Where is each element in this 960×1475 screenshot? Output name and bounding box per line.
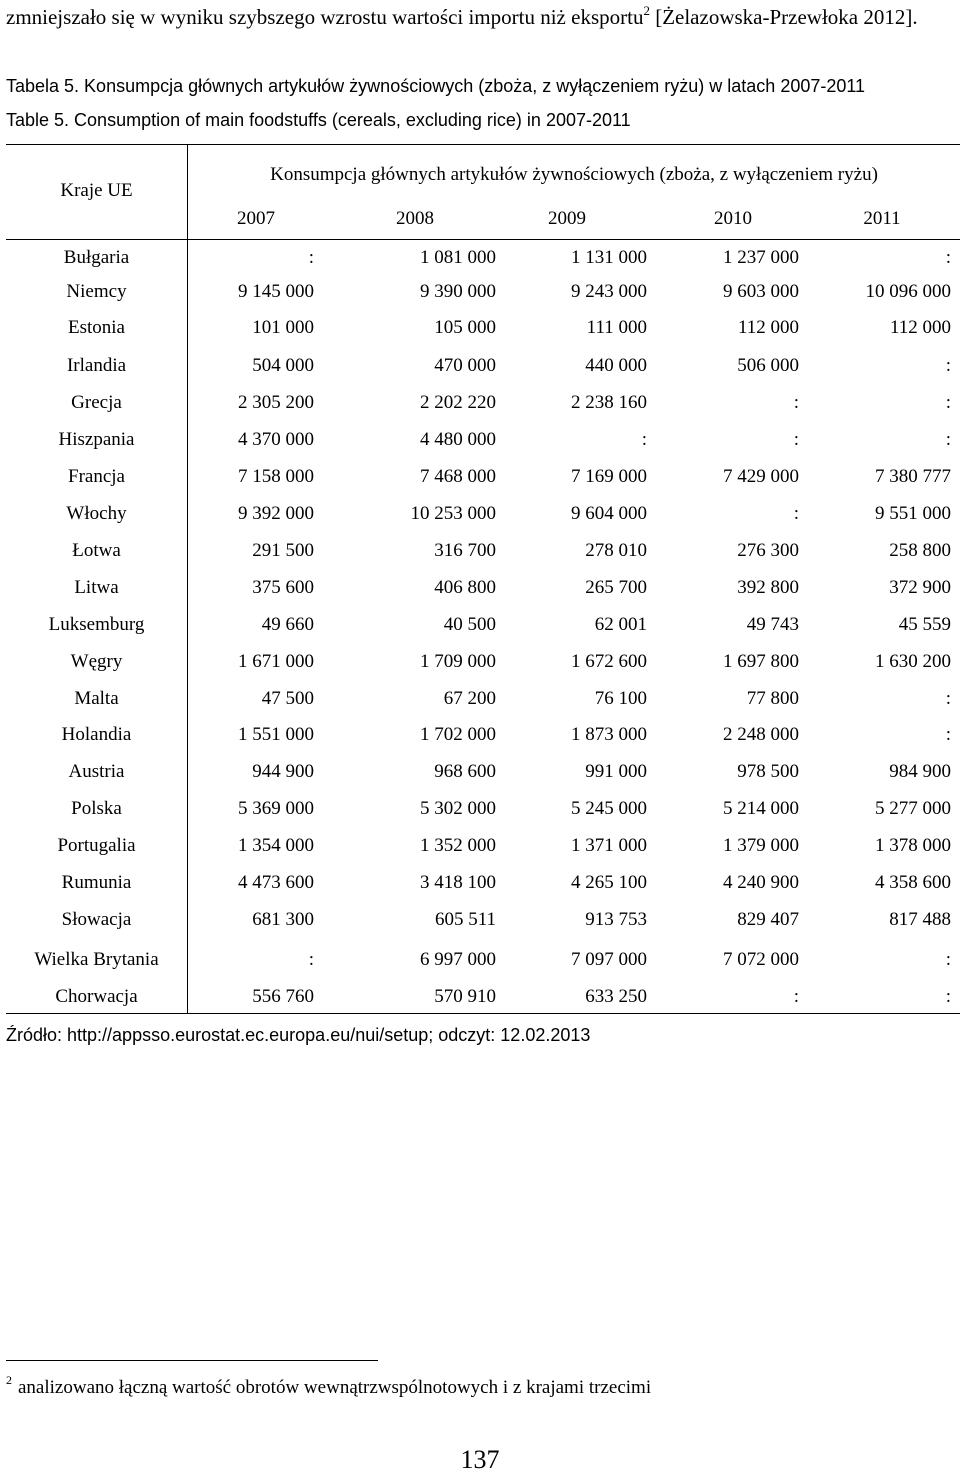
value-cell-2010: 1 697 800 bbox=[723, 651, 799, 672]
value-cell-2011: 984 900 bbox=[889, 761, 951, 782]
value-cell-2011: 112 000 bbox=[889, 317, 951, 338]
value-cell-2008: 570 910 bbox=[434, 986, 496, 1007]
value-cell-2007: 101 000 bbox=[252, 317, 314, 338]
value-cell-2011: : bbox=[945, 247, 951, 268]
value-cell-2009: : bbox=[641, 429, 647, 450]
value-cell-2009: 913 753 bbox=[585, 909, 647, 930]
value-cell-2007: 4 370 000 bbox=[238, 429, 314, 450]
value-cell-2007: 1 551 000 bbox=[238, 724, 314, 745]
value-cell-2008: 316 700 bbox=[434, 540, 496, 561]
country-name: Niemcy bbox=[66, 281, 127, 302]
value-cell-2007: : bbox=[308, 949, 314, 970]
table-row bbox=[6, 724, 960, 754]
year-header-2009: 2009 bbox=[548, 208, 586, 229]
value-cell-2007: 1 354 000 bbox=[238, 835, 314, 856]
intro-text: zmniejszało się w wyniku szybszego wzrostu wartości importu niż eksportu bbox=[6, 5, 644, 29]
intro-paragraph bbox=[6, 0, 956, 34]
table-row bbox=[6, 761, 960, 791]
country-name: Węgry bbox=[70, 651, 123, 672]
value-cell-2011: 372 900 bbox=[889, 577, 951, 598]
value-cell-2009: 265 700 bbox=[585, 577, 647, 598]
year-header-2011: 2011 bbox=[863, 208, 901, 229]
value-cell-2011: 817 488 bbox=[889, 909, 951, 930]
country-name: Estonia bbox=[68, 317, 125, 338]
value-cell-2010: 7 429 000 bbox=[723, 466, 799, 487]
year-header-2008: 2008 bbox=[396, 208, 434, 229]
country-name: Hiszpania bbox=[58, 429, 135, 450]
value-cell-2011: 9 551 000 bbox=[875, 503, 951, 524]
table-row bbox=[6, 281, 960, 311]
value-cell-2009: 5 245 000 bbox=[571, 798, 647, 819]
value-cell-2008: 605 511 bbox=[434, 909, 496, 930]
country-name: Łotwa bbox=[72, 540, 121, 561]
table-row bbox=[6, 909, 960, 939]
value-cell-2008: 6 997 000 bbox=[420, 949, 496, 970]
value-cell-2008: 1 352 000 bbox=[420, 835, 496, 856]
value-cell-2010: 5 214 000 bbox=[723, 798, 799, 819]
table-row bbox=[6, 798, 960, 828]
country-name: Włochy bbox=[66, 503, 127, 524]
value-cell-2011: 258 800 bbox=[889, 540, 951, 561]
value-cell-2010: 2 248 000 bbox=[723, 724, 799, 745]
value-cell-2011: : bbox=[945, 688, 951, 709]
value-cell-2010: 506 000 bbox=[737, 355, 799, 376]
value-cell-2008: 406 800 bbox=[434, 577, 496, 598]
country-column-header: Kraje UE bbox=[60, 180, 133, 201]
table-row bbox=[6, 949, 960, 979]
value-cell-2011: : bbox=[945, 355, 951, 376]
value-cell-2008: 3 418 100 bbox=[420, 872, 496, 893]
intro-citation: [Żelazowska-Przewłoka 2012]. bbox=[649, 5, 918, 29]
value-cell-2008: 67 200 bbox=[443, 688, 496, 709]
table-row bbox=[6, 247, 960, 277]
value-cell-2008: 105 000 bbox=[434, 317, 496, 338]
year-header-2007: 2007 bbox=[237, 208, 275, 229]
value-cell-2011: : bbox=[945, 986, 951, 1007]
country-name: Irlandia bbox=[66, 355, 127, 376]
value-cell-2007: 291 500 bbox=[252, 540, 314, 561]
value-cell-2011: 10 096 000 bbox=[865, 281, 951, 302]
value-cell-2011: 5 277 000 bbox=[875, 798, 951, 819]
value-cell-2008: 40 500 bbox=[443, 614, 496, 635]
value-cell-2008: 1 081 000 bbox=[420, 247, 496, 268]
value-cell-2011: 4 358 600 bbox=[875, 872, 951, 893]
value-cell-2010: 49 743 bbox=[746, 614, 799, 635]
value-cell-2008: 2 202 220 bbox=[420, 392, 496, 413]
value-cell-2011: 7 380 777 bbox=[875, 466, 951, 487]
table-row bbox=[6, 466, 960, 496]
country-name: Bułgaria bbox=[63, 247, 130, 268]
value-cell-2009: 7 097 000 bbox=[571, 949, 647, 970]
value-cell-2009: 9 243 000 bbox=[571, 281, 647, 302]
year-header-2010: 2010 bbox=[714, 208, 752, 229]
value-cell-2009: 1 131 000 bbox=[571, 247, 647, 268]
country-name: Grecja bbox=[71, 392, 122, 413]
value-cell-2007: 681 300 bbox=[252, 909, 314, 930]
country-name: Polska bbox=[71, 798, 122, 819]
value-cell-2010: 77 800 bbox=[746, 688, 799, 709]
value-cell-2010: 276 300 bbox=[737, 540, 799, 561]
footnote-marker: 2 bbox=[6, 1373, 12, 1387]
value-cell-2011: : bbox=[945, 429, 951, 450]
value-cell-2009: 76 100 bbox=[594, 688, 647, 709]
country-name: Chorwacja bbox=[55, 986, 138, 1007]
table-row bbox=[6, 577, 960, 607]
page-number: 137 bbox=[460, 1445, 500, 1474]
value-cell-2009: 633 250 bbox=[585, 986, 647, 1007]
footnote bbox=[6, 1373, 652, 1399]
table-row bbox=[6, 392, 960, 422]
value-cell-2008: 10 253 000 bbox=[410, 503, 496, 524]
value-cell-2009: 440 000 bbox=[585, 355, 647, 376]
table-row bbox=[6, 429, 960, 459]
value-cell-2007: 504 000 bbox=[252, 355, 314, 376]
value-cell-2007: 7 158 000 bbox=[238, 466, 314, 487]
value-cell-2009: 2 238 160 bbox=[571, 392, 647, 413]
value-cell-2007: 4 473 600 bbox=[238, 872, 314, 893]
footnote-ref: 2 bbox=[643, 3, 650, 18]
value-cell-2008: 1 709 000 bbox=[420, 651, 496, 672]
value-cell-2011: 1 378 000 bbox=[875, 835, 951, 856]
table-row bbox=[6, 540, 960, 570]
value-cell-2007: 5 369 000 bbox=[238, 798, 314, 819]
table-row bbox=[6, 872, 960, 902]
table-row bbox=[6, 317, 960, 347]
source-note: Źródło: http://appsso.eurostat.ec.europa.eu/nui/setup; odczyt: 12.02.2013 bbox=[6, 1025, 591, 1045]
country-name: Austria bbox=[68, 761, 125, 782]
table-row bbox=[6, 835, 960, 865]
country-name: Wielka Brytania bbox=[34, 949, 159, 970]
country-name: Holandia bbox=[61, 724, 132, 745]
table-row bbox=[6, 614, 960, 644]
value-cell-2010: 112 000 bbox=[737, 317, 799, 338]
country-name: Rumunia bbox=[61, 872, 132, 893]
value-cell-2010: 9 603 000 bbox=[723, 281, 799, 302]
table-top-rule bbox=[6, 144, 960, 145]
value-cell-2009: 991 000 bbox=[585, 761, 647, 782]
value-cell-2007: 375 600 bbox=[252, 577, 314, 598]
value-cell-2007: 944 900 bbox=[252, 761, 314, 782]
value-cell-2007: 9 145 000 bbox=[238, 281, 314, 302]
country-name: Słowacja bbox=[61, 909, 132, 930]
country-name: Litwa bbox=[74, 577, 119, 598]
country-name: Luksemburg bbox=[48, 614, 145, 635]
value-cell-2010: 1 379 000 bbox=[723, 835, 799, 856]
value-cell-2009: 4 265 100 bbox=[571, 872, 647, 893]
value-cell-2010: 392 800 bbox=[737, 577, 799, 598]
value-cell-2009: 62 001 bbox=[594, 614, 647, 635]
value-cell-2007: 1 671 000 bbox=[238, 651, 314, 672]
value-cell-2011: : bbox=[945, 949, 951, 970]
value-cell-2007: 556 760 bbox=[252, 986, 314, 1007]
value-cell-2010: 7 072 000 bbox=[723, 949, 799, 970]
value-cell-2007: 49 660 bbox=[261, 614, 314, 635]
value-cell-2009: 1 371 000 bbox=[571, 835, 647, 856]
value-cell-2007: : bbox=[308, 247, 314, 268]
value-cell-2009: 9 604 000 bbox=[571, 503, 647, 524]
value-cell-2010: : bbox=[793, 429, 799, 450]
value-cell-2010: 1 237 000 bbox=[723, 247, 799, 268]
value-cell-2007: 2 305 200 bbox=[238, 392, 314, 413]
value-cell-2008: 470 000 bbox=[434, 355, 496, 376]
footnote-rule bbox=[6, 1360, 378, 1361]
table-row bbox=[6, 355, 960, 385]
table-caption-en: Table 5. Consumption of main foodstuffs (cereals, excluding rice) in 2007-2011 bbox=[6, 110, 631, 130]
value-cell-2011: 45 559 bbox=[898, 614, 951, 635]
country-name: Francja bbox=[68, 466, 125, 487]
table-row bbox=[6, 651, 960, 681]
value-cell-2009: 111 000 bbox=[586, 317, 647, 338]
value-cell-2007: 9 392 000 bbox=[238, 503, 314, 524]
value-cell-2010: : bbox=[793, 392, 799, 413]
table-caption-pl: Tabela 5. Konsumpcja głównych artykułów żywnościowych (zboża, z wyłączeniem ryżu) w latach 2007-2011 bbox=[6, 76, 866, 96]
value-cell-2008: 968 600 bbox=[434, 761, 496, 782]
group-column-header: Konsumpcja głównych artykułów żywnościowych (zboża, z wyłączeniem ryżu) bbox=[270, 164, 878, 185]
country-name: Portugalia bbox=[57, 835, 136, 856]
value-cell-2008: 9 390 000 bbox=[420, 281, 496, 302]
value-cell-2009: 7 169 000 bbox=[571, 466, 647, 487]
value-cell-2008: 4 480 000 bbox=[420, 429, 496, 450]
table-row bbox=[6, 688, 960, 718]
value-cell-2009: 278 010 bbox=[585, 540, 647, 561]
value-cell-2011: : bbox=[945, 392, 951, 413]
value-cell-2007: 47 500 bbox=[261, 688, 314, 709]
value-cell-2011: : bbox=[945, 724, 951, 745]
table-row bbox=[6, 986, 960, 1016]
country-name: Malta bbox=[74, 688, 119, 709]
value-cell-2008: 5 302 000 bbox=[420, 798, 496, 819]
value-cell-2010: : bbox=[793, 986, 799, 1007]
value-cell-2010: 4 240 900 bbox=[723, 872, 799, 893]
value-cell-2010: 829 407 bbox=[737, 909, 799, 930]
value-cell-2008: 7 468 000 bbox=[420, 466, 496, 487]
value-cell-2011: 1 630 200 bbox=[875, 651, 951, 672]
table-row bbox=[6, 503, 960, 533]
table-header-rule bbox=[6, 239, 960, 240]
value-cell-2010: : bbox=[793, 503, 799, 524]
footnote-text: analizowano łączną wartość obrotów wewnątrzwspólnotowych i z krajami trzecimi bbox=[18, 1377, 652, 1398]
value-cell-2009: 1 873 000 bbox=[571, 724, 647, 745]
value-cell-2009: 1 672 600 bbox=[571, 651, 647, 672]
value-cell-2008: 1 702 000 bbox=[420, 724, 496, 745]
value-cell-2010: 978 500 bbox=[737, 761, 799, 782]
